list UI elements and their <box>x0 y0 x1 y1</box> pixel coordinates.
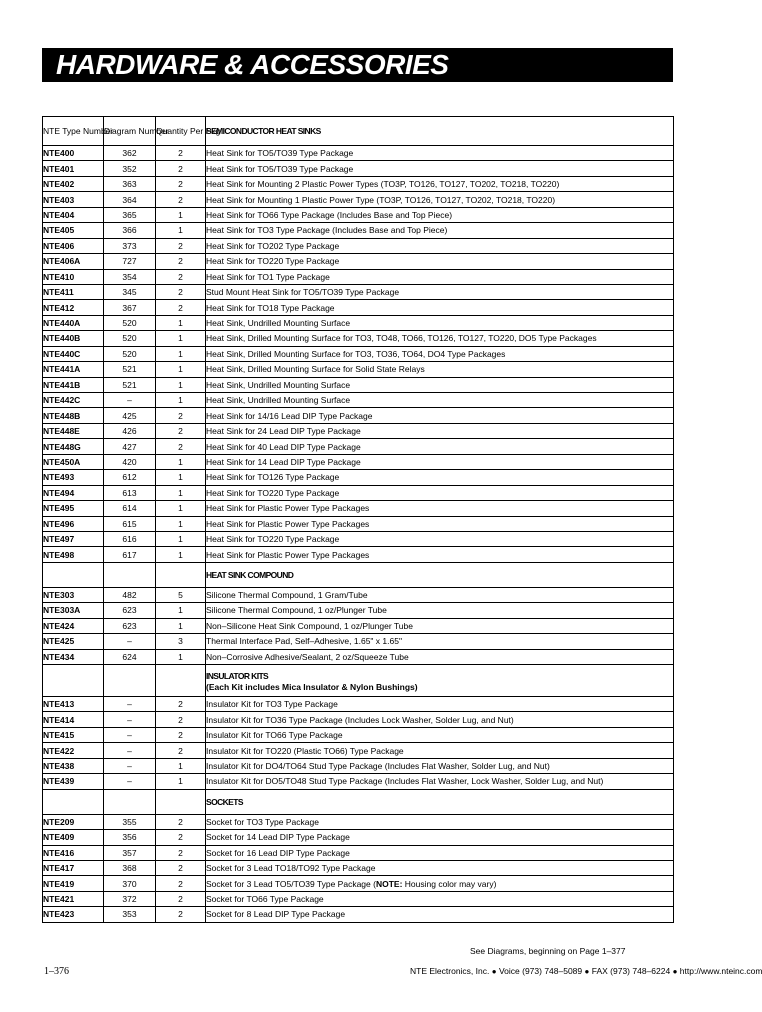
empty-cell <box>104 789 156 814</box>
quantity-per-pkg: 2 <box>156 238 206 253</box>
section-title <box>206 789 674 814</box>
column-header-part: NTE Type Number <box>43 117 104 146</box>
quantity-per-pkg: 2 <box>156 300 206 315</box>
part-number: NTE423 <box>43 907 104 922</box>
description: Socket for TO66 Type Package <box>206 891 674 906</box>
diagram-number: – <box>104 743 156 758</box>
see-diagrams-note: See Diagrams, beginning on Page 1–377 <box>470 946 626 956</box>
part-number: NTE409 <box>43 830 104 845</box>
diagram-number: – <box>104 758 156 773</box>
quantity-per-pkg: 2 <box>156 697 206 712</box>
table-row <box>43 454 674 469</box>
part-number: NTE411 <box>43 284 104 299</box>
diagram-number: 357 <box>104 845 156 860</box>
table-row <box>43 315 674 330</box>
diagram-number: 623 <box>104 603 156 618</box>
part-number: NTE406 <box>43 238 104 253</box>
quantity-per-pkg: 1 <box>156 377 206 392</box>
quantity-per-pkg: 2 <box>156 254 206 269</box>
table-row <box>43 587 674 602</box>
description: Insulator Kit for TO3 Type Package <box>206 697 674 712</box>
part-number: NTE438 <box>43 758 104 773</box>
description: Socket for 14 Lead DIP Type Package <box>206 830 674 845</box>
part-number: NTE400 <box>43 146 104 161</box>
part-number: NTE419 <box>43 876 104 891</box>
table-row <box>43 423 674 438</box>
diagram-number: – <box>104 393 156 408</box>
description: Insulator Kit for TO220 (Plastic TO66) Type Package <box>206 743 674 758</box>
quantity-per-pkg: 2 <box>156 439 206 454</box>
diagram-number: 420 <box>104 454 156 469</box>
diagram-number: 425 <box>104 408 156 423</box>
description: Heat Sink for TO18 Type Package <box>206 300 674 315</box>
part-number: NTE495 <box>43 501 104 516</box>
part-number: NTE303 <box>43 587 104 602</box>
part-number: NTE441B <box>43 377 104 392</box>
diagram-number: 354 <box>104 269 156 284</box>
diagram-number: 363 <box>104 176 156 191</box>
table-row <box>43 300 674 315</box>
diagram-number: 352 <box>104 161 156 176</box>
diagram-number: 427 <box>104 439 156 454</box>
hardware-table <box>42 116 674 923</box>
quantity-per-pkg: 1 <box>156 547 206 562</box>
description: Heat Sink for 14 Lead DIP Type Package <box>206 454 674 469</box>
diagram-number: 520 <box>104 331 156 346</box>
part-number: NTE494 <box>43 485 104 500</box>
description: Insulator Kit for TO36 Type Package (Includes Lock Washer, Solder Lug, and Nut) <box>206 712 674 727</box>
section-title-text: SOCKETS <box>206 796 243 807</box>
section-header-row <box>43 562 674 587</box>
quantity-per-pkg: 2 <box>156 269 206 284</box>
description: Heat Sink for Mounting 1 Plastic Power Type (TO3P, TO126, TO127, TO202, TO218, TO220) <box>206 192 674 207</box>
quantity-per-pkg: 2 <box>156 192 206 207</box>
diagram-number: 426 <box>104 423 156 438</box>
description: Heat Sink for TO1 Type Package <box>206 269 674 284</box>
description: Heat Sink for 14/16 Lead DIP Type Package <box>206 408 674 423</box>
description: Heat Sink for Plastic Power Type Packages <box>206 516 674 531</box>
part-number: NTE496 <box>43 516 104 531</box>
diagram-number: 372 <box>104 891 156 906</box>
diagram-number: – <box>104 697 156 712</box>
part-number: NTE402 <box>43 176 104 191</box>
diagram-number: – <box>104 712 156 727</box>
table-row <box>43 223 674 238</box>
part-number: NTE448E <box>43 423 104 438</box>
quantity-per-pkg: 2 <box>156 860 206 875</box>
footer-url[interactable]: http://www.nteinc.com <box>679 966 762 976</box>
diagram-number: 615 <box>104 516 156 531</box>
page-title: HARDWARE & ACCESSORIES <box>56 49 449 80</box>
part-number: NTE497 <box>43 531 104 546</box>
description: Thermal Interface Pad, Self–Adhesive, 1.65" x 1.65" <box>206 634 674 649</box>
table-row <box>43 284 674 299</box>
quantity-per-pkg: 2 <box>156 284 206 299</box>
part-number: NTE413 <box>43 697 104 712</box>
footer-company: NTE Electronics, Inc. <box>410 966 490 976</box>
diagram-number: 614 <box>104 501 156 516</box>
description: Heat Sink for TO220 Type Package <box>206 485 674 500</box>
description: Heat Sink for Plastic Power Type Packages <box>206 547 674 562</box>
part-number: NTE448B <box>43 408 104 423</box>
quantity-per-pkg: 1 <box>156 485 206 500</box>
table-row <box>43 207 674 222</box>
table-row <box>43 531 674 546</box>
quantity-per-pkg: 5 <box>156 587 206 602</box>
table-row <box>43 485 674 500</box>
bullet-icon: ● <box>491 967 497 976</box>
part-number: NTE303A <box>43 603 104 618</box>
part-number: NTE401 <box>43 161 104 176</box>
diagram-number: 373 <box>104 238 156 253</box>
description: Heat Sink, Undrilled Mounting Surface <box>206 393 674 408</box>
description: Silicone Thermal Compound, 1 oz/Plunger Tube <box>206 603 674 618</box>
page-number: 1–376 <box>44 966 69 977</box>
description: Socket for 3 Lead TO5/TO39 Type Package (NOTE: Housing color may vary) <box>206 876 674 891</box>
diagram-number: 624 <box>104 649 156 664</box>
table-row <box>43 331 674 346</box>
description: Silicone Thermal Compound, 1 Gram/Tube <box>206 587 674 602</box>
diagram-number: 370 <box>104 876 156 891</box>
table-row <box>43 697 674 712</box>
part-number: NTE416 <box>43 845 104 860</box>
empty-cell <box>156 665 206 697</box>
table-row <box>43 176 674 191</box>
description: Heat Sink for TO5/TO39 Type Package <box>206 146 674 161</box>
bullet-icon: ● <box>672 967 678 976</box>
diagram-number: – <box>104 634 156 649</box>
section-subtitle: (Each Kit includes Mica Insulator & Nylon Bushings) <box>206 681 418 692</box>
quantity-per-pkg: 2 <box>156 176 206 191</box>
quantity-per-pkg: 1 <box>156 618 206 633</box>
table-row <box>43 254 674 269</box>
quantity-per-pkg: 1 <box>156 454 206 469</box>
part-number: NTE209 <box>43 814 104 829</box>
table-row <box>43 362 674 377</box>
table-row <box>43 743 674 758</box>
diagram-number: 355 <box>104 814 156 829</box>
diagram-number: 353 <box>104 907 156 922</box>
table-row <box>43 516 674 531</box>
bullet-icon: ● <box>584 967 590 976</box>
table-row <box>43 192 674 207</box>
table-row <box>43 603 674 618</box>
table-row <box>43 891 674 906</box>
column-header-diagram: Diagram Number <box>104 117 156 146</box>
description: Non–Silicone Heat Sink Compound, 1 oz/Plunger Tube <box>206 618 674 633</box>
quantity-per-pkg: 2 <box>156 727 206 742</box>
part-number: NTE439 <box>43 774 104 789</box>
table-row <box>43 146 674 161</box>
section-title <box>206 562 674 587</box>
description: Heat Sink, Drilled Mounting Surface for TO3, TO36, TO64, DO4 Type Packages <box>206 346 674 361</box>
part-number: NTE493 <box>43 470 104 485</box>
quantity-per-pkg: 1 <box>156 331 206 346</box>
quantity-per-pkg: 2 <box>156 876 206 891</box>
description: Socket for TO3 Type Package <box>206 814 674 829</box>
description: Non–Corrosive Adhesive/Sealant, 2 oz/Squeeze Tube <box>206 649 674 664</box>
quantity-per-pkg: 1 <box>156 531 206 546</box>
diagram-number: 612 <box>104 470 156 485</box>
part-number: NTE448G <box>43 439 104 454</box>
table-header-row <box>43 117 674 146</box>
quantity-per-pkg: 2 <box>156 408 206 423</box>
header-banner <box>42 48 673 82</box>
description: Heat Sink for TO220 Type Package <box>206 254 674 269</box>
quantity-per-pkg: 1 <box>156 346 206 361</box>
section-header-row <box>43 789 674 814</box>
table-row <box>43 845 674 860</box>
part-number: NTE403 <box>43 192 104 207</box>
description: Heat Sink, Undrilled Mounting Surface <box>206 315 674 330</box>
part-number: NTE442C <box>43 393 104 408</box>
table-row <box>43 238 674 253</box>
description: Heat Sink for TO126 Type Package <box>206 470 674 485</box>
table-row <box>43 501 674 516</box>
description: Insulator Kit for TO66 Type Package <box>206 727 674 742</box>
section-header-row <box>43 665 674 697</box>
part-number: NTE498 <box>43 547 104 562</box>
section-title-text: INSULATOR KITS <box>206 670 269 681</box>
description: Heat Sink for TO220 Type Package <box>206 531 674 546</box>
quantity-per-pkg: 2 <box>156 161 206 176</box>
diagram-number: – <box>104 774 156 789</box>
description: Heat Sink, Drilled Mounting Surface for Solid State Relays <box>206 362 674 377</box>
diagram-number: 356 <box>104 830 156 845</box>
quantity-per-pkg: 3 <box>156 634 206 649</box>
table-row <box>43 860 674 875</box>
table-row <box>43 547 674 562</box>
part-number: NTE440A <box>43 315 104 330</box>
part-number: NTE440C <box>43 346 104 361</box>
diagram-number: 521 <box>104 377 156 392</box>
quantity-per-pkg: 1 <box>156 649 206 664</box>
quantity-per-pkg: 2 <box>156 830 206 845</box>
note-label: NOTE: <box>375 878 403 889</box>
description: Heat Sink, Drilled Mounting Surface for TO3, TO48, TO66, TO126, TO127, TO220, DO5 Type Packages <box>206 331 674 346</box>
part-number: NTE441A <box>43 362 104 377</box>
diagram-number: 623 <box>104 618 156 633</box>
table-row <box>43 774 674 789</box>
empty-cell <box>104 665 156 697</box>
table-row <box>43 393 674 408</box>
description: Heat Sink for Plastic Power Type Packages <box>206 501 674 516</box>
quantity-per-pkg: 2 <box>156 712 206 727</box>
table-row <box>43 161 674 176</box>
table-row <box>43 814 674 829</box>
part-number: NTE434 <box>43 649 104 664</box>
description: Insulator Kit for DO4/TO64 Stud Type Package (Includes Flat Washer, Solder Lug, and Nut) <box>206 758 674 773</box>
empty-cell <box>43 562 104 587</box>
description: Stud Mount Heat Sink for TO5/TO39 Type Package <box>206 284 674 299</box>
footer-fax: FAX (973) 748–6224 <box>591 966 671 976</box>
column-header-quantity: Quantity Per Pkg <box>156 117 206 146</box>
table-row <box>43 377 674 392</box>
description: Heat Sink for TO66 Type Package (Includes Base and Top Piece) <box>206 207 674 222</box>
part-number: NTE424 <box>43 618 104 633</box>
table-row <box>43 618 674 633</box>
quantity-per-pkg: 2 <box>156 845 206 860</box>
table-row <box>43 830 674 845</box>
description: Insulator Kit for DO5/TO48 Stud Type Package (Includes Flat Washer, Lock Washer, Solder Lug, and Nut) <box>206 774 674 789</box>
table-row <box>43 758 674 773</box>
diagram-number: 365 <box>104 207 156 222</box>
quantity-per-pkg: 1 <box>156 470 206 485</box>
part-number: NTE406A <box>43 254 104 269</box>
table-row <box>43 269 674 284</box>
description: Heat Sink for Mounting 2 Plastic Power Types (TO3P, TO126, TO127, TO202, TO218, TO220) <box>206 176 674 191</box>
diagram-number: 364 <box>104 192 156 207</box>
part-number: NTE412 <box>43 300 104 315</box>
diagram-number: 520 <box>104 315 156 330</box>
section-title <box>206 665 674 697</box>
empty-cell <box>156 789 206 814</box>
table-row <box>43 649 674 664</box>
table-row <box>43 346 674 361</box>
table-row <box>43 876 674 891</box>
diagram-number: 345 <box>104 284 156 299</box>
diagram-number: 617 <box>104 547 156 562</box>
quantity-per-pkg: 1 <box>156 207 206 222</box>
table-row <box>43 712 674 727</box>
diagram-number: 616 <box>104 531 156 546</box>
description: Heat Sink, Undrilled Mounting Surface <box>206 377 674 392</box>
empty-cell <box>43 789 104 814</box>
quantity-per-pkg: 1 <box>156 362 206 377</box>
part-number: NTE414 <box>43 712 104 727</box>
quantity-per-pkg: 2 <box>156 743 206 758</box>
description: Socket for 3 Lead TO18/TO92 Type Package <box>206 860 674 875</box>
description: Heat Sink for 40 Lead DIP Type Package <box>206 439 674 454</box>
table-row <box>43 470 674 485</box>
description: Heat Sink for TO3 Type Package (Includes Base and Top Piece) <box>206 223 674 238</box>
diagram-number: 520 <box>104 346 156 361</box>
diagram-number: 482 <box>104 587 156 602</box>
diagram-number: 727 <box>104 254 156 269</box>
description: Heat Sink for TO202 Type Package <box>206 238 674 253</box>
empty-cell <box>104 562 156 587</box>
quantity-per-pkg: 1 <box>156 501 206 516</box>
quantity-per-pkg: 1 <box>156 393 206 408</box>
part-number: NTE415 <box>43 727 104 742</box>
description: Heat Sink for TO5/TO39 Type Package <box>206 161 674 176</box>
part-number: NTE425 <box>43 634 104 649</box>
description: Socket for 8 Lead DIP Type Package <box>206 907 674 922</box>
footer-voice: Voice (973) 748–5089 <box>498 966 583 976</box>
empty-cell <box>156 562 206 587</box>
table-row <box>43 408 674 423</box>
part-number: NTE405 <box>43 223 104 238</box>
empty-cell <box>43 665 104 697</box>
diagram-number: 613 <box>104 485 156 500</box>
diagram-number: 366 <box>104 223 156 238</box>
quantity-per-pkg: 2 <box>156 146 206 161</box>
part-number: NTE421 <box>43 891 104 906</box>
description: Heat Sink for 24 Lead DIP Type Package <box>206 423 674 438</box>
footer-contact <box>410 966 762 976</box>
quantity-per-pkg: 2 <box>156 814 206 829</box>
table-row <box>43 907 674 922</box>
diagram-number: 367 <box>104 300 156 315</box>
quantity-per-pkg: 2 <box>156 891 206 906</box>
quantity-per-pkg: 1 <box>156 603 206 618</box>
quantity-per-pkg: 1 <box>156 758 206 773</box>
quantity-per-pkg: 1 <box>156 223 206 238</box>
quantity-per-pkg: 1 <box>156 516 206 531</box>
section-title: SEMICONDUCTOR HEAT SINKS <box>206 117 674 146</box>
part-number: NTE404 <box>43 207 104 222</box>
quantity-per-pkg: 2 <box>156 907 206 922</box>
diagram-number: – <box>104 727 156 742</box>
table-row <box>43 727 674 742</box>
diagram-number: 368 <box>104 860 156 875</box>
quantity-per-pkg: 1 <box>156 774 206 789</box>
quantity-per-pkg: 1 <box>156 315 206 330</box>
table-row <box>43 439 674 454</box>
diagram-number: 521 <box>104 362 156 377</box>
part-number: NTE410 <box>43 269 104 284</box>
part-number: NTE417 <box>43 860 104 875</box>
part-number: NTE422 <box>43 743 104 758</box>
table-row <box>43 634 674 649</box>
diagram-number: 362 <box>104 146 156 161</box>
quantity-per-pkg: 2 <box>156 423 206 438</box>
part-number: NTE440B <box>43 331 104 346</box>
table-body <box>43 117 674 923</box>
section-title-text: HEAT SINK COMPOUND <box>206 569 294 580</box>
part-number: NTE450A <box>43 454 104 469</box>
description: Socket for 16 Lead DIP Type Package <box>206 845 674 860</box>
